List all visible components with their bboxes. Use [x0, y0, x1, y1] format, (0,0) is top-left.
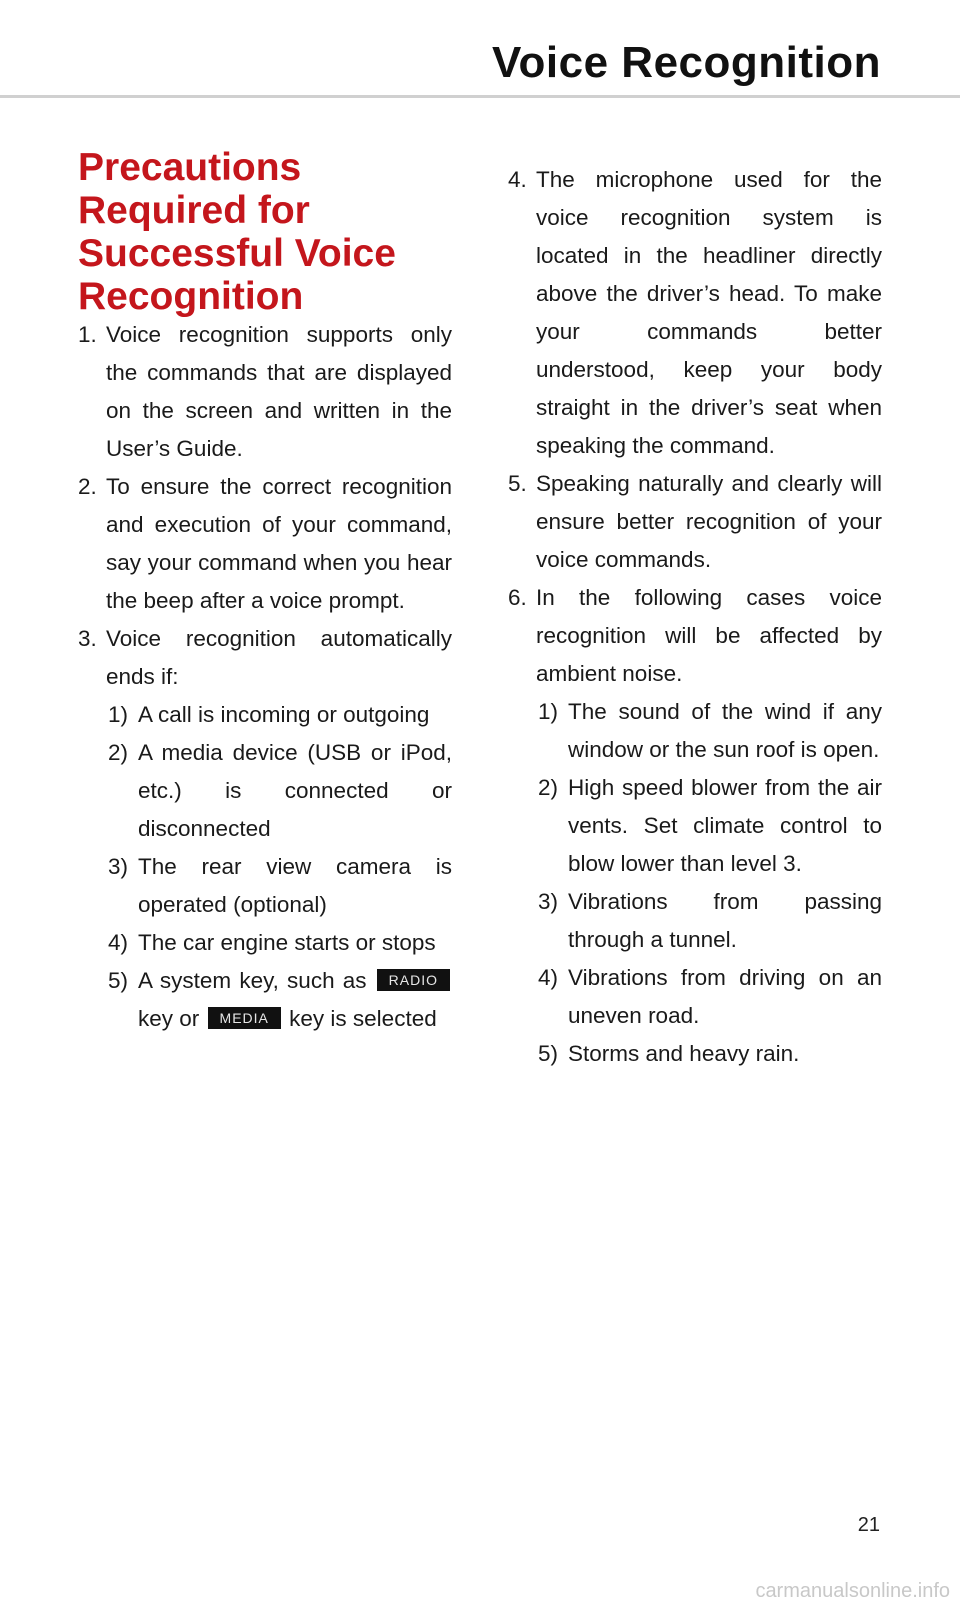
list-item-number: 6. [508, 585, 527, 610]
sub-item [508, 693, 882, 769]
sub-item-text: A call is incoming or outgoing [138, 702, 430, 727]
list-item-number: 2. [78, 474, 97, 499]
sub-item [78, 696, 452, 734]
sub-item-text: High speed blower from the air vents. Set climate control to blow lower than level 3. [568, 775, 882, 876]
sub-item-number: 1) [108, 702, 129, 727]
sub-item-number: 1) [538, 699, 559, 724]
sub-item [508, 1035, 882, 1073]
list-item-number: 1. [78, 322, 97, 347]
sub-item [78, 962, 452, 1038]
sub-item [78, 734, 452, 848]
list-item-text: Voice recognition automatically ends if: [106, 626, 452, 689]
sub-item [508, 883, 882, 959]
sub-item [508, 959, 882, 1035]
list-item-number: 3. [78, 626, 97, 651]
list-item-number: 4. [508, 167, 527, 192]
sub-item-number: 2) [538, 775, 559, 800]
radio-key-badge: RADIO [377, 969, 450, 991]
list-item-number: 5. [508, 471, 527, 496]
sub-item-text: Vibrations from passing through a tunnel. [568, 889, 882, 952]
list-item-3 [78, 620, 452, 696]
list-item-text: Speaking naturally and clearly will ensure better recognition of your voice commands. [536, 471, 882, 572]
list-item-text: The microphone used for the voice recognition system is located in the headliner directly above the driver’s head. To make your commands better understood, keep your body straight in the driver’s seat when speaking the command. [536, 167, 882, 458]
header-divider [0, 95, 960, 98]
sub-item-text-part: key or [138, 1006, 200, 1031]
list-item-text: In the following cases voice recognition will be affected by ambient noise. [536, 585, 882, 686]
list-item-5 [508, 465, 882, 579]
sub-item-number: 4) [108, 930, 129, 955]
sub-item-number: 3) [538, 889, 559, 914]
list-item-text: Voice recognition supports only the commands that are displayed on the screen and written in the User’s Guide. [106, 322, 452, 461]
sub-item [78, 924, 452, 962]
left-column [78, 316, 452, 1038]
sub-item-text: Storms and heavy rain. [568, 1041, 800, 1066]
sub-item-text: The rear view camera is operated (optional) [138, 854, 452, 917]
sub-item-text-part: key is selected [289, 1006, 437, 1031]
page-header-title: Voice Recognition [491, 38, 881, 87]
sub-item-number: 5) [538, 1041, 559, 1066]
sub-item [78, 848, 452, 924]
sub-item-text: The car engine starts or stops [138, 930, 436, 955]
sub-item-text: Vibrations from driving on an uneven road. [568, 965, 882, 1028]
list-item-text: To ensure the correct recognition and execution of your command, say your command when you hear the beep after a voice prompt. [106, 474, 452, 613]
list-item-6 [508, 579, 882, 693]
sub-item-number: 3) [108, 854, 129, 879]
sub-item-text [138, 962, 452, 1038]
sub-item-text: A media device (USB or iPod, etc.) is connected or disconnected [138, 740, 452, 841]
right-column [508, 161, 882, 1073]
sub-item-text-part: A system key, such as [138, 968, 367, 993]
media-key-badge: MEDIA [208, 1007, 281, 1029]
sub-item-text: The sound of the wind if any window or the sun roof is open. [568, 699, 882, 762]
sub-item [508, 769, 882, 883]
sub-item-number: 4) [538, 965, 559, 990]
sub-item-number: 5) [108, 968, 129, 993]
list-item-1 [78, 316, 452, 468]
page-number: 21 [857, 1514, 880, 1536]
list-item-2 [78, 468, 452, 620]
list-item-4 [508, 161, 882, 465]
section-title: Precautions Required for Successful Voice Recognition [78, 146, 396, 318]
sub-item-number: 2) [108, 740, 129, 765]
watermark-text: carmanualsonline.info [755, 1580, 950, 1602]
